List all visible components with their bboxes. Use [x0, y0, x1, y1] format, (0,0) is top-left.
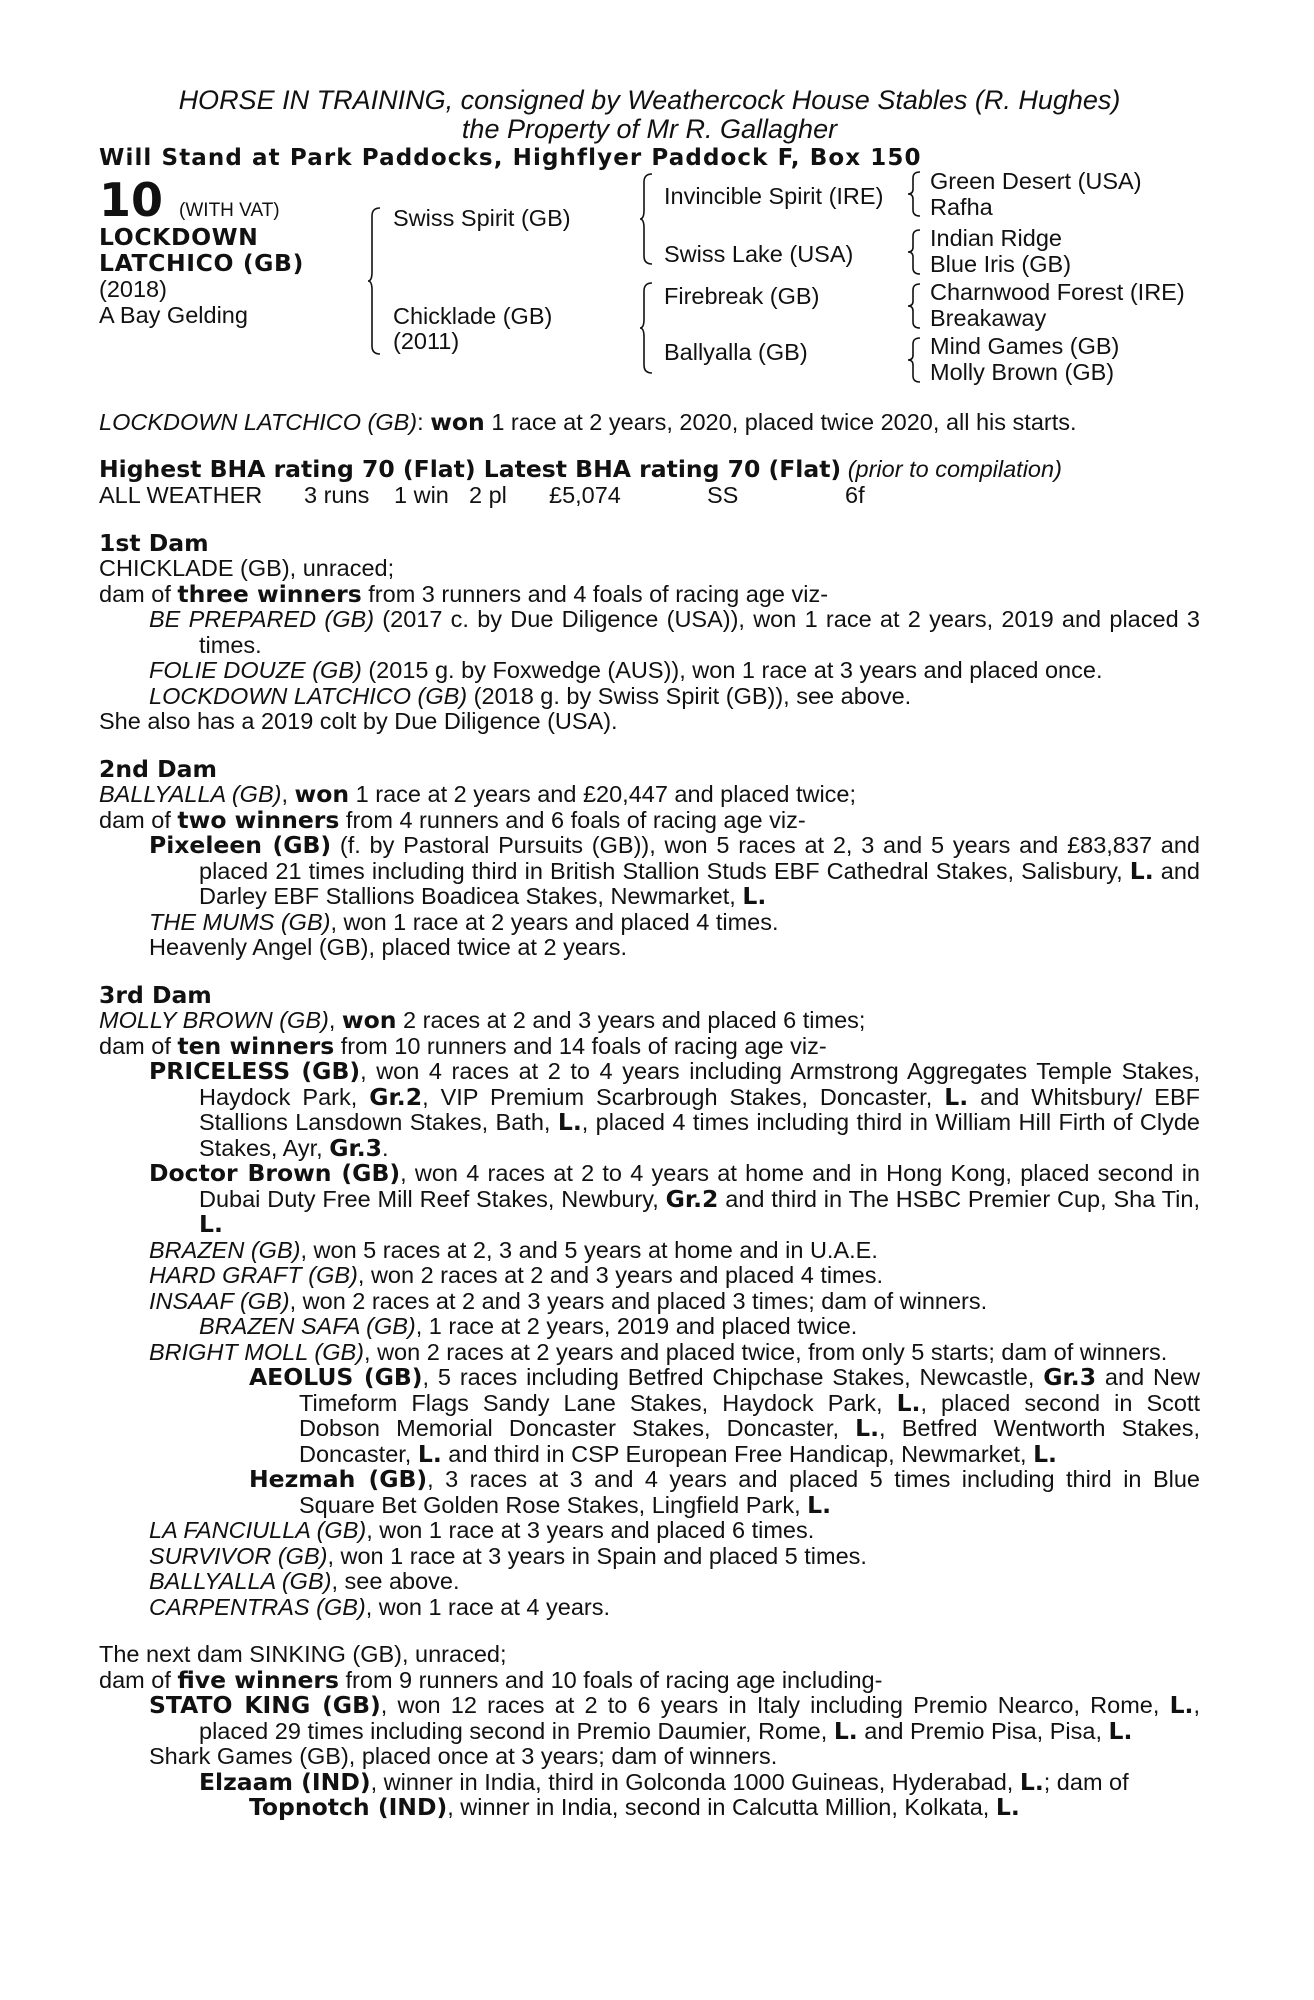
stand-location: Will Stand at Park Paddocks, Highflyer Paddock F, Box 150 [99, 145, 922, 171]
list-item: FOLIE DOUZE (GB) (2015 g. by Foxwedge (AUS)), won 1 race at 3 years and placed once. [149, 657, 1103, 683]
rating-line: Highest BHA rating 70 (Flat) Latest BHA rating 70 (Flat) (prior to compilation) [99, 455, 1062, 483]
dam-dam-sire: Mind Games (GB) [930, 332, 1120, 359]
horse-name-line2: LATCHICO (GB) [99, 248, 304, 277]
list-item: STATO KING (GB), won 12 races at 2 to 6 years in Italy including Premio Nearco, Rome, L., placed 29 times including second in Premio Daumier, Rome, L. and Premio Pisa, Pisa, L. [149, 1691, 1200, 1745]
list-item: Hezmah (GB), 3 races at 3 and 4 years and placed 5 times including third in Blue Square Bet Golden Rose Stakes, Lingfield Park, L. [249, 1465, 1200, 1519]
second-dam-section: 2nd Dam BALLYALLA (GB), won 1 race at 2 years and £20,447 and placed twice; dam of two winners from 4 runners and 6 foals of racing age viz- Pixeleen (GB) (f. by Pastoral Pursuits (GB)), won 5 races at 2, 3 and 5 years and £83,837 and placed 21 times including third in British Stallion Studs EBF Cathedral Stakes, Salisbury, L. and Darley EBF Stallions Boadicea Stakes, Newmarket, L. THE MUMS (GB), won 1 race at 2 years and placed 4 times. Heavenly Angel (GB), placed twice at 2 years. [99, 754, 1200, 960]
list-item: Heavenly Angel (GB), placed twice at 2 years. [149, 934, 628, 960]
all-weather-record: ALL WEATHER 3 runs 1 win 2 pl £5,074 SS 6f [99, 481, 865, 508]
catalogue-page [99, 86, 1200, 1821]
sire-dam-dam: Blue Iris (GB) [930, 250, 1072, 277]
pedigree-bracket [907, 228, 923, 276]
sire-sire: Invincible Spirit (IRE) [664, 182, 884, 209]
pedigree-bracket [639, 281, 655, 375]
list-item: INSAAF (GB), won 2 races at 2 and 3 years and placed 3 times; dam of winners. [149, 1287, 988, 1314]
owner-line: the Property of Mr R. Gallagher [461, 114, 838, 144]
list-item: CARPENTRAS (GB), won 1 race at 4 years. [149, 1593, 611, 1620]
dam-sire: Firebreak (GB) [664, 282, 820, 309]
list-item: AEOLUS (GB), 5 races including Betfred Chipchase Stakes, Newcastle, Gr.3 and New Timeform Flags Sandy Lane Stakes, Haydock Park, L., placed second in Scott Dobson Memorial Doncaster Stakes, Doncaster, L., Betfred Wentworth Stakes, Doncaster, L. and third in CSP European Free Handicap, Newmarket, L. [249, 1363, 1200, 1468]
race-summary: LOCKDOWN LATCHICO (GB): won 1 race at 2 years, 2020, placed twice 2020, all his starts. [99, 407, 1077, 436]
list-item: Pixeleen (GB) (f. by Pastoral Pursuits (GB)), won 5 races at 2, 3 and 5 years and £83,837 and placed 21 times including third in British Stallion Studs EBF Cathedral Stakes, Salisbury, L. and Darley EBF Stallions Boadicea Stakes, Newmarket, L. [149, 831, 1200, 910]
pedigree-bracket [907, 336, 923, 384]
pedigree-table [99, 167, 1200, 400]
dam-dam: Ballyalla (GB) [664, 338, 808, 365]
list-item: Elzaam (IND), winner in India, third in Golconda 1000 Guineas, Hyderabad, L.; dam of [199, 1767, 1129, 1796]
list-item: PRICELESS (GB), won 4 races at 2 to 4 years including Armstrong Aggregates Temple Stakes, Haydock Park, Gr.2, VIP Premium Scarbrough Stakes, Doncaster, L. and Whitsbury/ EBF Stallions Lansdown Stakes, Bath, L., placed 4 times including third in William Hill Firth of Clyde Stakes, Ayr, Gr.3. [149, 1057, 1200, 1162]
list-item: HARD GRAFT (GB), won 2 races at 2 and 3 years and placed 4 times. [149, 1262, 884, 1288]
list-item: Shark Games (GB), placed once at 3 years; dam of winners. [149, 1743, 778, 1769]
sire: Swiss Spirit (GB) [393, 204, 571, 231]
vat-note: (WITH VAT) [179, 199, 280, 221]
dam-sire-dam: Breakaway [930, 304, 1047, 331]
third-dam-section: 3rd Dam MOLLY BROWN (GB), won 2 races at 2 and 3 years and placed 6 times; dam of ten winners from 10 runners and 14 foals of racing age viz- PRICELESS (GB), won 4 races at 2 to 4 years including Armstrong Aggregates Temple Stakes, Haydock Park, Gr.2, VIP Premium Scarbrough Stakes, Doncaster, L. and Whitsbury/ EBF Stallions Lansdown Stakes, Bath, L., placed 4 times including third in William Hill Firth of Clyde Stakes, Ayr, Gr.3. Doctor Brown (GB), won 4 races at 2 to 4 years at home and in Hong Kong, placed second in Dubai Duty Free Mill Reef Stakes, Newbury, Gr.2 and third in The HSBC Premier Cup, Sha Tin, L. BRAZEN (GB), won 5 races at 2, 3 and 5 years at home and in U.A.E. HARD GRAFT (GB), won 2 races at 2 and 3 years and placed 4 times. INSAAF (GB), won 2 races at 2 and 3 years and placed 3 times; dam of winners. BRAZEN SAFA (GB), 1 race at 2 years, 2019 and placed twice. BRIGHT MOLL (GB), won 2 races at 2 years and placed twice, from only 5 starts; dam of winners. AEOLUS (GB), 5 races including Betfred Chipchase Stakes, Newcastle, Gr.3 and New Timeform Flags Sandy Lane Stakes, Haydock Park, L., placed second in Scott Dobson Memorial Doncaster Stakes, Doncaster, L., Betfred Wentworth Stakes, Doncaster, L. and third in CSP European Free Handicap, Newmarket, L. Hezmah (GB), 3 races at 3 and 4 years and placed 5 times including third in Blue Square Bet Golden Rose Stakes, Lingfield Park, L. LA FANCIULLA (GB), won 1 race at 3 years and placed 6 times. SURVIVOR (GB), won 1 race at 3 years in Spain and placed 5 times. BALLYALLA (GB), see above. CARPENTRAS (GB), won 1 race at 4 years. [99, 980, 1200, 1620]
dam-year: (2011) [393, 327, 460, 354]
section-heading: 3rd Dam [99, 980, 212, 1009]
list-item: BALLYALLA (GB), see above. [149, 1568, 460, 1594]
next-dam-section: The next dam SINKING (GB), unraced; dam of five winners from 9 runners and 10 foals of racing age including- STATO KING (GB), won 12 races at 2 to 6 years in Italy including Premio Nearco, Rome, L., placed 29 times including second in Premio Daumier, Rome, L. and Premio Pisa, Pisa, L. Shark Games (GB), placed once at 3 years; dam of winners. Elzaam (IND), winner in India, third in Golconda 1000 Guineas, Hyderabad, L.; dam of Topnotch (IND), winner in India, second in Calcutta Million, Kolkata, L. [99, 1641, 1200, 1821]
sire-dam-sire: Indian Ridge [930, 224, 1062, 251]
dam: Chicklade (GB) [393, 302, 553, 329]
list-item: BE PREPARED (GB) (2017 c. by Due Diligence (USA)), won 1 race at 2 years, 2019 and placed 3 times. [149, 606, 1200, 658]
list-item: BRAZEN (GB), won 5 races at 2, 3 and 5 years at home and in U.A.E. [149, 1236, 878, 1263]
first-dam-section: 1st Dam CHICKLADE (GB), unraced; dam of three winners from 3 runners and 4 foals of racing age viz- BE PREPARED (GB) (2017 c. by Due Diligence (USA)), won 1 race at 2 years, 2019 and placed 3 times. FOLIE DOUZE (GB) (2015 g. by Foxwedge (AUS)), won 1 race at 3 years and placed once. LOCKDOWN LATCHICO (GB) (2018 g. by Swiss Spirit (GB)), see above. She also has a 2019 colt by Due Diligence (USA). [99, 528, 1200, 734]
horse-description: A Bay Gelding [99, 301, 248, 328]
dam-sire-sire: Charnwood Forest (IRE) [930, 278, 1185, 305]
horse-name-line1: LOCKDOWN [99, 222, 259, 251]
dam-dam-dam: Molly Brown (GB) [930, 358, 1115, 385]
list-item: THE MUMS (GB), won 1 race at 2 years and placed 4 times. [149, 908, 779, 935]
list-item: BRAZEN SAFA (GB), 1 race at 2 years, 2019 and placed twice. [199, 1313, 858, 1339]
lot-number: 10 (WITH VAT) [99, 172, 280, 227]
consignor-line: HORSE IN TRAINING, consigned by Weathercock House Stables (R. Hughes) [178, 85, 1121, 115]
sire-sire-sire: Green Desert (USA) [930, 167, 1142, 194]
pedigree-bracket [367, 206, 383, 356]
pedigree-bracket [907, 170, 923, 218]
foaling-year: (2018) [99, 275, 167, 302]
pedigree-bracket [907, 282, 923, 330]
sire-sire-dam: Rafha [930, 193, 993, 220]
list-item: BRIGHT MOLL (GB), won 2 races at 2 years and placed twice, from only 5 starts; dam of winners. [149, 1338, 1168, 1365]
list-item: SURVIVOR (GB), won 1 race at 3 years in Spain and placed 5 times. [149, 1542, 867, 1569]
list-item: Doctor Brown (GB), won 4 races at 2 to 4 years at home and in Hong Kong, placed second in Dubai Duty Free Mill Reef Stakes, Newbury, Gr.2 and third in The HSBC Premier Cup, Sha Tin, L. [149, 1159, 1200, 1238]
list-item: LOCKDOWN LATCHICO (GB) (2018 g. by Swiss Spirit (GB)), see above. [149, 682, 912, 709]
section-heading: 2nd Dam [99, 754, 217, 783]
pedigree-bracket [639, 172, 655, 266]
list-item: Topnotch (IND), winner in India, second in Calcutta Million, Kolkata, L. [249, 1793, 1020, 1821]
sire-dam: Swiss Lake (USA) [664, 240, 854, 267]
section-heading: 1st Dam [99, 528, 209, 557]
list-item: LA FANCIULLA (GB), won 1 race at 3 years and placed 6 times. [149, 1517, 815, 1543]
